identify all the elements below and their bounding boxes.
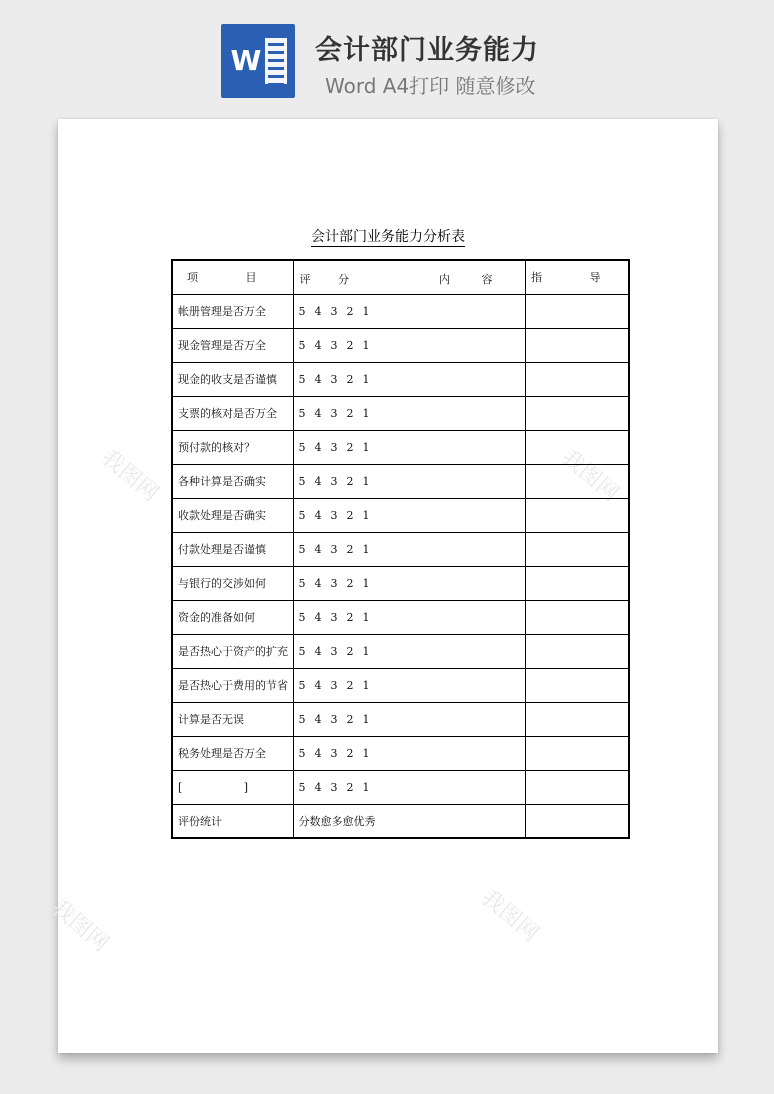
item-cell: 计算是否无误 bbox=[172, 702, 293, 736]
score-5: 5 bbox=[298, 474, 306, 488]
guide-cell[interactable] bbox=[525, 566, 629, 600]
score-2: 2 bbox=[346, 746, 354, 760]
score-3: 3 bbox=[330, 644, 338, 658]
score-5: 5 bbox=[298, 372, 306, 386]
banner-subtitle: Word A4打印 随意修改 bbox=[325, 74, 536, 98]
table-row bbox=[172, 600, 629, 634]
score-3: 3 bbox=[330, 576, 338, 590]
item-cell: 支票的核对是否万全 bbox=[172, 396, 293, 430]
score-3: 3 bbox=[330, 746, 338, 760]
watermark: 我图网 bbox=[46, 895, 114, 957]
table-row bbox=[172, 736, 629, 770]
score-cell[interactable] bbox=[293, 702, 525, 736]
score-4: 4 bbox=[314, 440, 322, 454]
table-row bbox=[172, 702, 629, 736]
score-3: 3 bbox=[330, 440, 338, 454]
score-4: 4 bbox=[314, 508, 322, 522]
score-4: 4 bbox=[314, 678, 322, 692]
guide-cell[interactable] bbox=[525, 498, 629, 532]
score-2: 2 bbox=[346, 780, 354, 794]
guide-cell[interactable] bbox=[525, 770, 629, 804]
score-1: 1 bbox=[362, 406, 370, 420]
guide-cell[interactable] bbox=[525, 532, 629, 566]
score-5: 5 bbox=[298, 406, 306, 420]
score-1: 1 bbox=[362, 644, 370, 658]
score-1: 1 bbox=[362, 440, 370, 454]
table-row bbox=[172, 294, 629, 328]
score-4: 4 bbox=[314, 304, 322, 318]
word-icon bbox=[221, 24, 295, 98]
item-cell: 税务处理是否万全 bbox=[172, 736, 293, 770]
summary-row bbox=[172, 804, 629, 838]
item-cell: 现金管理是否万全 bbox=[172, 328, 293, 362]
guide-cell[interactable] bbox=[525, 464, 629, 498]
score-cell[interactable] bbox=[293, 634, 525, 668]
item-cell: 现金的收支是否谨慎 bbox=[172, 362, 293, 396]
table-body bbox=[172, 294, 629, 770]
blank-item-cell[interactable] bbox=[172, 770, 293, 804]
score-3: 3 bbox=[330, 304, 338, 318]
score-5: 5 bbox=[298, 746, 306, 760]
table-row bbox=[172, 634, 629, 668]
score-3: 3 bbox=[330, 338, 338, 352]
header-item: 项 目 bbox=[172, 260, 293, 294]
table-row bbox=[172, 396, 629, 430]
table-row bbox=[172, 430, 629, 464]
bracket-open: [ bbox=[178, 780, 183, 794]
score-3: 3 bbox=[330, 508, 338, 522]
form-title: 会计部门业务能力分析表 bbox=[311, 229, 465, 245]
score-2: 2 bbox=[346, 338, 354, 352]
score-1: 1 bbox=[362, 372, 370, 386]
score-1: 1 bbox=[362, 678, 370, 692]
score-4: 4 bbox=[314, 746, 322, 760]
score-cell[interactable] bbox=[293, 600, 525, 634]
score-cell[interactable] bbox=[293, 362, 525, 396]
score-1: 1 bbox=[362, 610, 370, 624]
bracket-close: ] bbox=[243, 780, 248, 794]
table-header-row bbox=[172, 260, 629, 294]
score-cell[interactable] bbox=[293, 464, 525, 498]
score-cell[interactable] bbox=[293, 736, 525, 770]
score-4: 4 bbox=[314, 372, 322, 386]
item-cell: 资金的准备如何 bbox=[172, 600, 293, 634]
score-cell[interactable] bbox=[293, 396, 525, 430]
watermark: 我图网 bbox=[96, 445, 164, 507]
guide-cell[interactable] bbox=[525, 668, 629, 702]
score-2: 2 bbox=[346, 474, 354, 488]
table-row bbox=[172, 498, 629, 532]
score-2: 2 bbox=[346, 372, 354, 386]
score-5: 5 bbox=[298, 644, 306, 658]
guide-cell[interactable] bbox=[525, 702, 629, 736]
score-4: 4 bbox=[314, 474, 322, 488]
score-1: 1 bbox=[362, 542, 370, 556]
score-5: 5 bbox=[298, 304, 306, 318]
table-row bbox=[172, 328, 629, 362]
score-3: 3 bbox=[330, 372, 338, 386]
score-3: 3 bbox=[330, 406, 338, 420]
score-5: 5 bbox=[298, 610, 306, 624]
item-cell: 收款处理是否确实 bbox=[172, 498, 293, 532]
header-banner bbox=[0, 0, 774, 112]
evaluation-table bbox=[171, 259, 630, 839]
score-4: 4 bbox=[314, 406, 322, 420]
guide-cell[interactable] bbox=[525, 736, 629, 770]
score-3: 3 bbox=[330, 780, 338, 794]
guide-cell[interactable] bbox=[525, 430, 629, 464]
score-3: 3 bbox=[330, 474, 338, 488]
document-lines-icon bbox=[265, 38, 287, 84]
score-2: 2 bbox=[346, 644, 354, 658]
header-score: 评 分 bbox=[299, 273, 361, 286]
summary-text: 分数愈多愈优秀 bbox=[293, 804, 525, 838]
score-5: 5 bbox=[298, 338, 306, 352]
score-1: 1 bbox=[362, 474, 370, 488]
guide-cell[interactable] bbox=[525, 294, 629, 328]
score-4: 4 bbox=[314, 576, 322, 590]
score-5: 5 bbox=[298, 712, 306, 726]
score-cell[interactable] bbox=[293, 566, 525, 600]
item-cell: 与银行的交涉如何 bbox=[172, 566, 293, 600]
score-3: 3 bbox=[330, 542, 338, 556]
item-cell: 是否热心于资产的扩充 bbox=[172, 634, 293, 668]
score-4: 4 bbox=[314, 780, 322, 794]
score-2: 2 bbox=[346, 576, 354, 590]
table-row bbox=[172, 362, 629, 396]
table-row bbox=[172, 532, 629, 566]
blank-row bbox=[172, 770, 629, 804]
guide-cell[interactable] bbox=[525, 600, 629, 634]
watermark: 我图网 bbox=[556, 445, 624, 507]
score-2: 2 bbox=[346, 406, 354, 420]
table-row bbox=[172, 566, 629, 600]
score-4: 4 bbox=[314, 542, 322, 556]
score-4: 4 bbox=[314, 644, 322, 658]
score-5: 5 bbox=[298, 678, 306, 692]
score-5: 5 bbox=[298, 542, 306, 556]
score-3: 3 bbox=[330, 610, 338, 624]
table-row bbox=[172, 464, 629, 498]
watermark: 我图网 bbox=[476, 885, 544, 947]
header-score-content bbox=[293, 260, 525, 294]
score-2: 2 bbox=[346, 304, 354, 318]
score-1: 1 bbox=[362, 304, 370, 318]
score-cell[interactable] bbox=[293, 430, 525, 464]
guide-cell[interactable] bbox=[525, 396, 629, 430]
score-1: 1 bbox=[362, 338, 370, 352]
score-5: 5 bbox=[298, 508, 306, 522]
item-cell: 各种计算是否确实 bbox=[172, 464, 293, 498]
item-cell: 帐册管理是否万全 bbox=[172, 294, 293, 328]
summary-label: 评份统计 bbox=[172, 804, 293, 838]
score-cell[interactable] bbox=[293, 328, 525, 362]
score-2: 2 bbox=[346, 712, 354, 726]
score-1: 1 bbox=[362, 576, 370, 590]
guide-cell[interactable] bbox=[525, 804, 629, 838]
score-4: 4 bbox=[314, 338, 322, 352]
score-5: 5 bbox=[298, 576, 306, 590]
score-5: 5 bbox=[298, 440, 306, 454]
score-1: 1 bbox=[362, 780, 370, 794]
score-1: 1 bbox=[362, 508, 370, 522]
table-row bbox=[172, 668, 629, 702]
header-content: 内 容 bbox=[439, 273, 507, 286]
score-4: 4 bbox=[314, 610, 322, 624]
score-2: 2 bbox=[346, 508, 354, 522]
score-1: 1 bbox=[362, 712, 370, 726]
score-2: 2 bbox=[346, 678, 354, 692]
score-cell[interactable] bbox=[293, 294, 525, 328]
item-cell: 付款处理是否谨慎 bbox=[172, 532, 293, 566]
score-5: 5 bbox=[298, 780, 306, 794]
banner-title: 会计部门业务能力 bbox=[315, 35, 539, 66]
score-2: 2 bbox=[346, 610, 354, 624]
score-2: 2 bbox=[346, 440, 354, 454]
score-cell[interactable] bbox=[293, 498, 525, 532]
score-cell[interactable] bbox=[293, 668, 525, 702]
document-page bbox=[46, 119, 718, 1053]
blank-score-cell[interactable] bbox=[293, 770, 525, 804]
score-1: 1 bbox=[362, 746, 370, 760]
score-cell[interactable] bbox=[293, 532, 525, 566]
score-3: 3 bbox=[330, 712, 338, 726]
item-cell: 是否热心于费用的节省 bbox=[172, 668, 293, 702]
guide-cell[interactable] bbox=[525, 328, 629, 362]
score-3: 3 bbox=[330, 678, 338, 692]
guide-cell[interactable] bbox=[525, 362, 629, 396]
word-icon-letter: W bbox=[230, 44, 262, 77]
score-2: 2 bbox=[346, 542, 354, 556]
header-guide: 指 导 bbox=[525, 260, 629, 294]
guide-cell[interactable] bbox=[525, 634, 629, 668]
item-cell: 预付款的核对？ bbox=[172, 430, 293, 464]
score-4: 4 bbox=[314, 712, 322, 726]
